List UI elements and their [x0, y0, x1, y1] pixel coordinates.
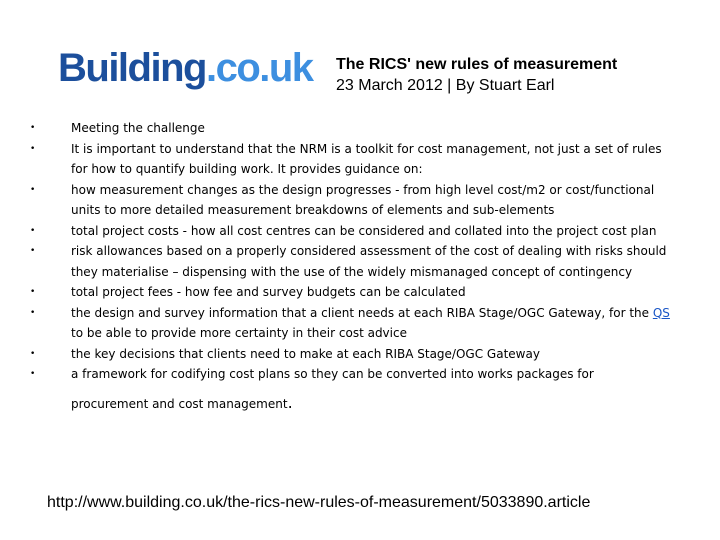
bullet-icon: • — [30, 307, 36, 318]
list-item-text: risk allowances based on a properly considered assessment of the cost of dealing with risks should they materialise – dispensing with the use of the widely mismanaged concept of contingency — [71, 244, 667, 279]
list-item-text: It is important to understand that the NRM is a toolkit for cost management, not just a set of rules for how to quantify building work. It provides guidance on: — [71, 141, 662, 176]
list-item-text: the key decisions that clients need to make at each RIBA Stage/OGC Gateway — [71, 346, 540, 361]
bullet-icon: • — [30, 287, 36, 297]
bullet-icon: • — [30, 348, 36, 359]
list-item-text: total project costs - how all cost centres can be considered and collated into the project cost plan — [71, 223, 657, 238]
article-title: The RICS' new rules of measurement — [336, 56, 618, 73]
list-item-text: Meeting the challenge — [71, 121, 205, 135]
list-item-text: total project fees - how fee and survey budgets can be calculated — [71, 285, 466, 299]
list-item — [30, 241, 680, 282]
logo-text-main: Building — [58, 46, 206, 90]
source-url: http://www.building.co.uk/the-rics-new-rules-of-measurement/5033890.article — [47, 494, 591, 511]
list-item-text: a framework for codifying cost plans so they can be converted into works packages for — [71, 367, 594, 381]
bullet-icon: • — [30, 369, 36, 379]
list-item-text: how measurement changes as the design progresses - from high level cost/m2 or cost/functional units to more detailed measurement breakdowns of elements and sub-elements — [71, 182, 655, 217]
qs-link[interactable]: QS — [652, 305, 670, 320]
bullet-icon: • — [30, 225, 36, 236]
article-byline: 23 March 2012 | By Stuart Earl — [336, 77, 555, 94]
list-item-continuation — [71, 385, 293, 414]
list-item — [30, 118, 680, 139]
list-item-text-end: procurement and cost management — [71, 396, 288, 411]
list-item — [30, 303, 680, 344]
bullet-icon: • — [30, 184, 36, 195]
list-item-text-after: to be able to provide more certainty in their cost advice — [71, 326, 407, 340]
list-item — [30, 221, 680, 242]
list-item — [30, 344, 680, 365]
list-item — [30, 139, 680, 180]
bullet-icon: • — [30, 246, 36, 256]
bullet-icon: • — [30, 143, 36, 154]
final-period: . — [287, 392, 293, 412]
list-item — [30, 364, 680, 414]
building-logo — [58, 44, 313, 92]
bullet-icon: • — [30, 123, 36, 133]
list-item-text-before: the design and survey information that a client needs at each RIBA Stage/OGC Gateway, for the — [71, 305, 653, 320]
logo-text-suffix: .co.uk — [205, 46, 313, 90]
article-header — [336, 54, 716, 96]
list-item — [30, 282, 680, 303]
bullet-list — [30, 118, 680, 414]
list-item — [30, 180, 680, 221]
